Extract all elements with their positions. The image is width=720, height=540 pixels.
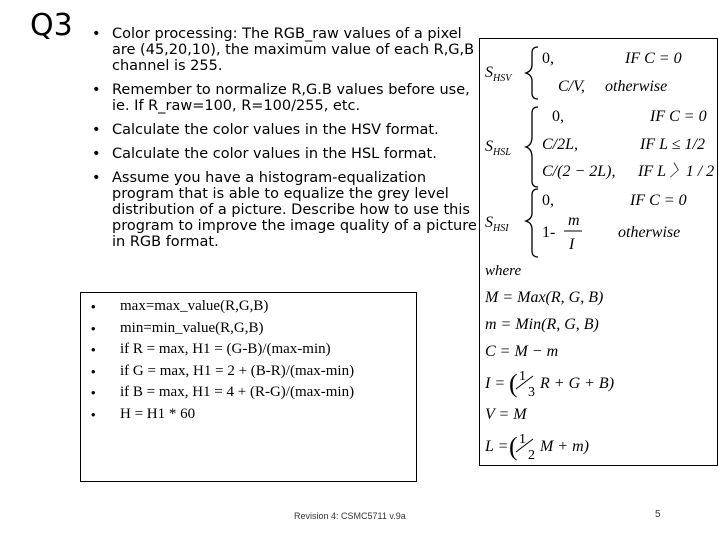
s-hsv-label: $S_{HSV}$ [485, 64, 512, 84]
i-one: 1 [519, 369, 526, 384]
hsi-one-minus: 1- [542, 224, 556, 241]
i-rest: R + G + B) [540, 375, 615, 392]
s-hsl-label: $S_{HSL}$ [485, 138, 511, 158]
bullet-item: • Remember to normalize R,G.B values before use, ie. If R_raw=100, R=100/255, etc. [92, 82, 477, 114]
brace-hsl [526, 107, 538, 187]
page-number: 5 [655, 509, 661, 520]
bullet-item: • Assume you have a histogram-equalization program that is able to equalize the grey level distribution of a picture. Describe how to use this program to improve the image quality of a picture in RGB format. [92, 170, 477, 250]
hsv-otherwise: otherwise [605, 78, 668, 95]
hsl-cond1: IF C = 0 [650, 108, 707, 125]
hsi-I: I [569, 236, 575, 253]
max-definition: M = Max(R, G, B) [485, 289, 604, 306]
hsi-m: m [568, 212, 580, 229]
brace-hsv [526, 47, 538, 99]
l-one: 1 [519, 432, 526, 447]
bullet-item: • Color processing: The RGB_raw values of a pixel are (45,20,10), the maximum value of each R,G,B channel is 255. [92, 26, 477, 74]
i-open-paren: ( [509, 369, 518, 398]
hsi-zero: 0, [542, 192, 554, 209]
question-bullets [92, 26, 477, 258]
hsl-zero: 0, [552, 108, 564, 125]
algorithm-line: • if R = max, H1 = (G-B)/(max-min) [85, 339, 354, 361]
l-open-paren: ( [509, 432, 518, 461]
hsi-cond: IF C = 0 [630, 192, 687, 209]
i-lhs: I = [485, 375, 506, 392]
i-three: 3 [528, 385, 535, 400]
hsv-cond: IF C = 0 [625, 50, 682, 67]
v-definition: V = M [485, 406, 527, 423]
algorithm-line: • H = H1 * 60 [85, 404, 354, 426]
hsl-c22l: C/(2 − 2L), [542, 163, 616, 180]
algorithm-line: • max=max_value(R,G,B) [85, 296, 354, 318]
l-lhs: L = [485, 438, 509, 455]
slide-footer: Revision 4: CSMC5711 v.9a [294, 511, 406, 521]
where-label: where [485, 263, 522, 279]
formula-panel [480, 39, 717, 465]
l-rest: M + m) [540, 438, 590, 455]
hue-algorithm-box [80, 292, 417, 482]
hsv-cv: C/V, [558, 78, 585, 95]
c-definition: C = M − m [485, 343, 559, 360]
algorithm-list [85, 296, 354, 425]
bullet-item: • Calculate the color values in the HSL format. [92, 146, 477, 162]
brace-hsi [526, 189, 538, 257]
hsl-c2l: C/2L, [542, 136, 579, 153]
slide-title: Q3 [30, 8, 73, 43]
s-hsi-label: $S_{HSI}$ [485, 214, 509, 234]
hsl-cond3: IF L 〉1 / 2 [638, 163, 715, 180]
algorithm-line: • if B = max, H1 = 4 + (R-G)/(max-min) [85, 382, 354, 404]
l-two: 2 [528, 448, 535, 463]
hsi-otherwise: otherwise [618, 224, 681, 241]
min-definition: m = Min(R, G, B) [485, 316, 599, 333]
hsv-zero: 0, [542, 50, 554, 67]
formula-box [479, 38, 718, 466]
algorithm-line: • min=min_value(R,G,B) [85, 318, 354, 340]
bullet-item: • Calculate the color values in the HSV format. [92, 122, 477, 138]
hsl-cond2: IF L ≤ 1/2 [640, 136, 705, 153]
algorithm-line: • if G = max, H1 = 2 + (B-R)/(max-min) [85, 361, 354, 383]
